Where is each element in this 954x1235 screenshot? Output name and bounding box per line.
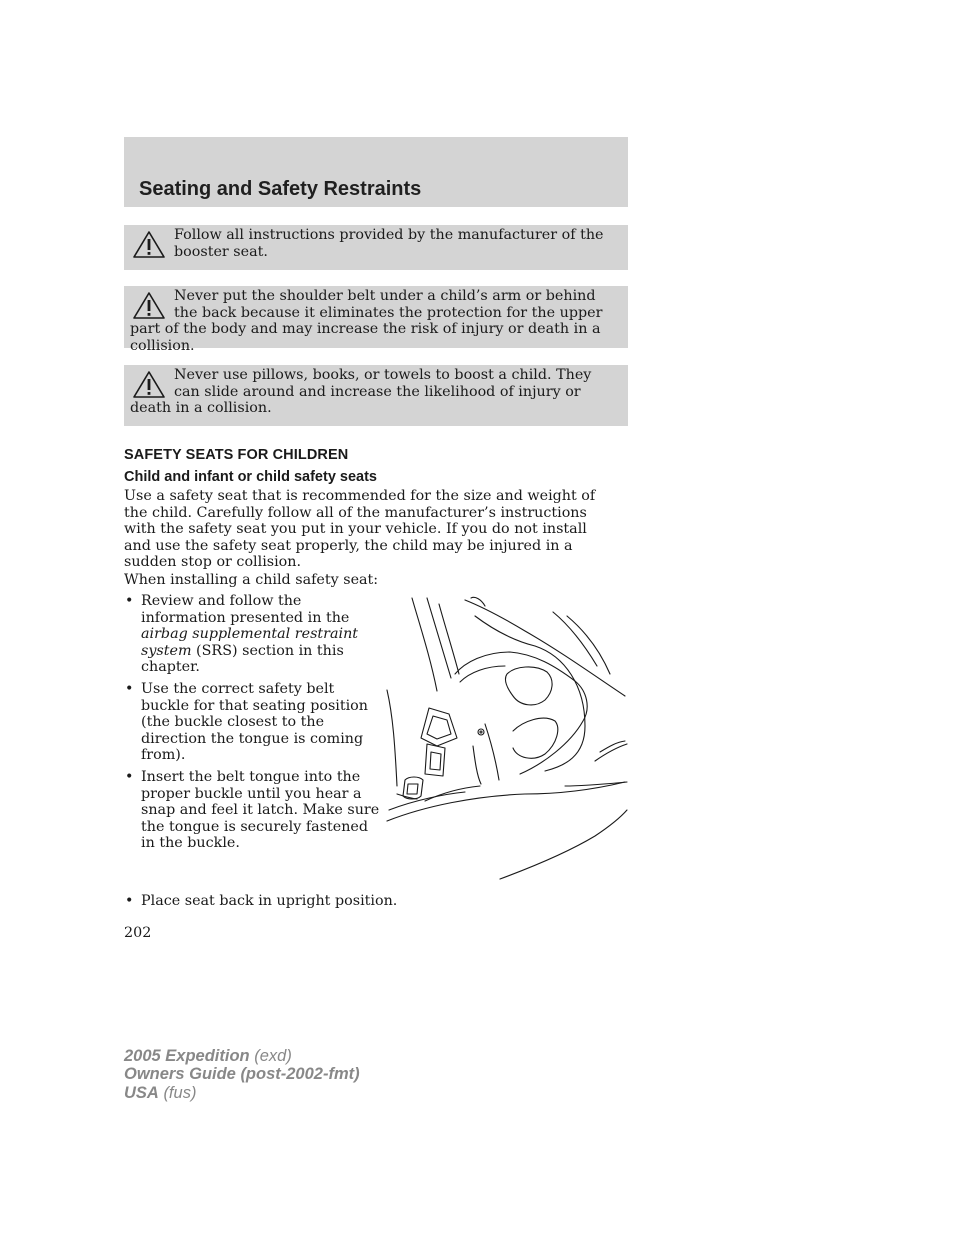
bullet-text-end: (SRS) section in this chapter. <box>141 642 344 676</box>
srs-section-reference: airbag supplemental restraint system <box>141 626 359 659</box>
seat-belt-buckle-illustration <box>385 596 630 881</box>
list-item <box>124 593 380 676</box>
install-steps-list <box>124 593 380 857</box>
warning-text: Never put the shoulder belt under a child’s arm or behind the back because it eliminates the protection for the upper part of the body and may increase the risk of injury or death in a collision. <box>130 288 603 354</box>
bullet-text: Use the correct safety belt buckle for that seating position (the buckle closest to the direction the tongue is coming from). <box>141 680 368 764</box>
install-steps-list-continued <box>124 893 424 915</box>
footer-line-guide: Owners Guide (post-2002-fmt) <box>124 1065 360 1084</box>
list-item <box>124 681 380 764</box>
bullet: • <box>125 893 134 909</box>
warning-triangle-icon <box>132 230 166 260</box>
page-number: 202 <box>124 925 152 941</box>
bullet: • <box>125 593 134 609</box>
warning-box-pillows <box>124 365 628 426</box>
warning-triangle-icon <box>132 370 166 400</box>
footer-line-model: 2005 Expedition (exd) <box>124 1047 292 1065</box>
warning-box-shoulder-belt <box>124 286 628 354</box>
section-header <box>124 137 628 207</box>
section-title: Seating and Safety Restraints <box>139 178 422 200</box>
warning-text: Follow all instructions provided by the manufacturer of the booster seat. <box>174 227 604 260</box>
warning-triangle-icon <box>132 291 166 321</box>
warning-text: Never use pillows, books, or towels to boost a child. They can slide around and increase the likelihood of injury or death in a collision. <box>130 367 592 417</box>
list-item <box>124 769 380 852</box>
body-paragraph: Use a safety seat that is recommended for the size and weight of the child. Carefully follow all of the manufacturer’s instructions with the safety seat you put in your vehicle. If you do not install and use the safety seat properly, the child may be injured in a sudden stop or collision. <box>124 488 596 571</box>
footer-line-market: USA (fus) <box>124 1083 197 1102</box>
bullet: • <box>125 768 134 785</box>
bullet-text: Insert the belt tongue into the proper buckle until you hear a snap and feel it latch. Make sure the tongue is securely fastened in the buckle. <box>141 768 380 852</box>
warning-box-booster <box>124 225 628 270</box>
document-footer <box>124 1047 360 1102</box>
install-intro: When installing a child safety seat: <box>124 572 379 588</box>
bullet-text-start: Review and follow the information presented in the <box>141 593 350 626</box>
heading-safety-seats: SAFETY SEATS FOR CHILDREN <box>124 447 349 463</box>
bullet-text: Place seat back in upright position. <box>141 893 398 909</box>
bullet: • <box>125 680 134 697</box>
list-item <box>124 893 424 910</box>
subheading-child-seats: Child and infant or child safety seats <box>124 469 377 485</box>
